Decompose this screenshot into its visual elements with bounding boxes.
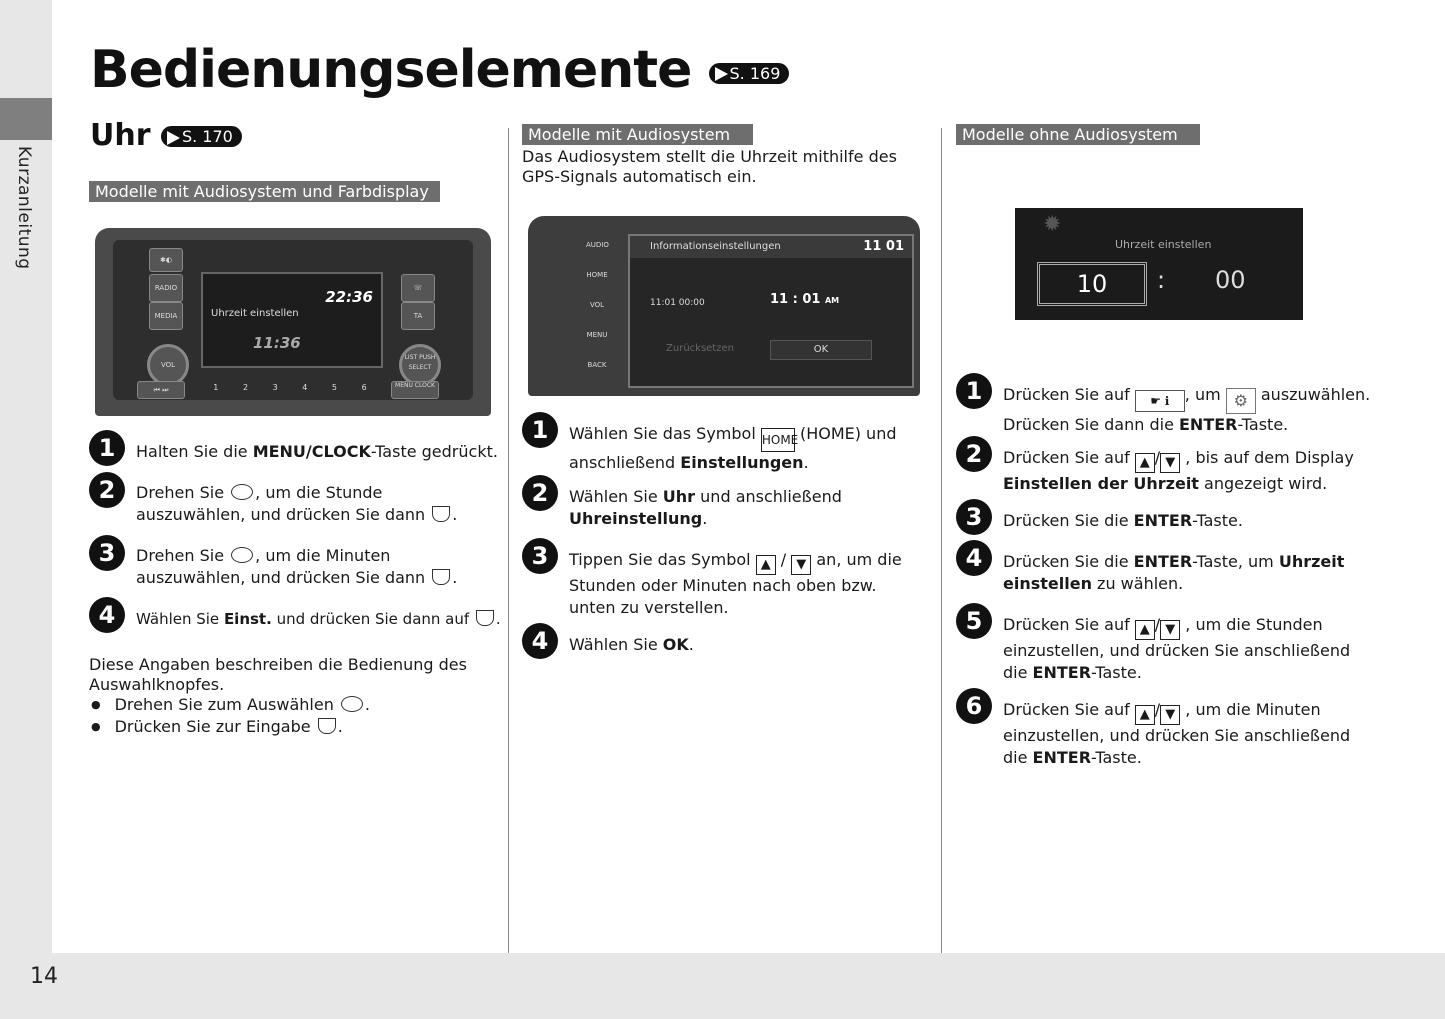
minute-field: 00 bbox=[1215, 266, 1246, 294]
step-number: 3 bbox=[89, 535, 125, 571]
touchscreen-illustration bbox=[528, 210, 920, 396]
preset-key: 2 bbox=[242, 383, 249, 392]
page-ref-label: S. 169 bbox=[729, 63, 781, 83]
step-number: 4 bbox=[956, 540, 992, 576]
preset-key: 1 bbox=[213, 383, 219, 392]
select-knob: LIST PUSH SELECT bbox=[399, 344, 441, 386]
step-text: Tippen Sie das Symbol ▲ / ▼ an, um die Stunden oder Minuten nach oben bzw. unten zu verstellen. bbox=[569, 550, 902, 617]
page-title bbox=[90, 40, 789, 100]
step-number: 3 bbox=[522, 538, 558, 574]
page-ref-link[interactable] bbox=[709, 63, 790, 84]
media-button: MEDIA bbox=[149, 302, 183, 330]
note-list bbox=[91, 694, 370, 738]
step-text: Drücken Sie auf ▲ / ▼ , bis auf dem Display Einstellen der Uhrzeit angezeigt wird. bbox=[1003, 448, 1354, 493]
knob-push-icon bbox=[476, 610, 494, 626]
step-number: 2 bbox=[89, 472, 125, 508]
down-arrow-icon: ▼ bbox=[1160, 705, 1180, 725]
step-text: Drehen Sie , um die Stunde auszuwählen, und drücken Sie dann . bbox=[136, 483, 458, 524]
step-number: 5 bbox=[956, 603, 992, 639]
step-text: Wählen Sie Uhr und anschließend Uhreinstellung. bbox=[569, 487, 842, 528]
knob-turn-icon bbox=[341, 696, 363, 712]
page-title-text: Bedienungselemente bbox=[90, 40, 692, 100]
section-side-label: Kurzanleitung bbox=[14, 146, 34, 270]
up-arrow-icon: ▲ bbox=[756, 555, 776, 575]
home-icon: HOME bbox=[761, 428, 795, 452]
step-number: 1 bbox=[89, 430, 125, 466]
down-arrow-icon: ▼ bbox=[1160, 620, 1180, 640]
knob-push-icon bbox=[432, 506, 450, 522]
vol-button: VOL bbox=[589, 301, 605, 309]
section-ref-label: S. 170 bbox=[181, 127, 233, 146]
seek-buttons: ⏮ ⏭ bbox=[137, 381, 185, 399]
step-text: Wählen Sie Einst. und drücken Sie dann auf . bbox=[136, 610, 501, 628]
model-tag: Modelle ohne Audiosystem bbox=[956, 124, 1200, 145]
down-arrow-icon: ▼ bbox=[1160, 453, 1180, 473]
step-number: 2 bbox=[956, 436, 992, 472]
gear-icon: ✹ bbox=[1043, 212, 1062, 237]
section-tab-marker bbox=[0, 98, 52, 140]
knob-turn-icon bbox=[231, 547, 253, 563]
screen-value: 11:36 bbox=[253, 334, 301, 352]
small-time: 11:01 00:00 bbox=[650, 298, 705, 308]
clock-display-illustration bbox=[1015, 208, 1303, 320]
step-text: Drücken Sie die ENTER-Taste. bbox=[1003, 511, 1243, 530]
note-text: Diese Angaben beschreiben die Bedienung des Auswahlknopfes. bbox=[89, 655, 467, 694]
display-title: Uhrzeit einstellen bbox=[1115, 238, 1212, 251]
arrow-icon bbox=[715, 67, 728, 81]
step-number: 6 bbox=[956, 688, 992, 724]
screen-time: 22:36 bbox=[325, 288, 373, 306]
step-text: Drücken Sie auf ▲ / ▼ , um die Minuten einzustellen, und drücken Sie anschließend die ENTER-Taste. bbox=[1003, 700, 1351, 767]
arrow-icon bbox=[167, 131, 180, 145]
column-divider bbox=[941, 128, 942, 953]
info-button-icon: ☛ ℹ bbox=[1135, 390, 1185, 412]
back-button: BACK bbox=[587, 361, 607, 369]
step-number: 4 bbox=[89, 597, 125, 633]
step-number: 1 bbox=[956, 373, 992, 409]
step-number: 2 bbox=[522, 475, 558, 511]
model-tag: Modelle mit Audiosystem und Farbdisplay bbox=[89, 181, 440, 202]
list-item: ● Drehen Sie zum Auswählen . bbox=[91, 694, 370, 716]
radio-screen bbox=[201, 272, 383, 368]
up-arrow-icon: ▲ bbox=[1135, 705, 1155, 725]
knob-push-icon bbox=[318, 718, 336, 734]
step-number: 1 bbox=[522, 412, 558, 448]
preset-key: 6 bbox=[361, 383, 367, 392]
footer-band bbox=[0, 953, 1445, 1019]
step-number: 3 bbox=[956, 499, 992, 535]
step-text: Wählen Sie OK. bbox=[569, 635, 694, 654]
preset-key: 4 bbox=[302, 383, 308, 392]
vol-knob: VOL bbox=[147, 344, 189, 386]
knob-turn-icon bbox=[231, 484, 253, 500]
knob-push-icon bbox=[432, 569, 450, 585]
screen-clock: 11 01 bbox=[863, 239, 904, 254]
step-text: Drücken Sie auf ▲ / ▼ , um die Stunden einzustellen, und drücken Sie anschließend die ENTER-Taste. bbox=[1003, 615, 1351, 682]
down-arrow-icon: ▼ bbox=[791, 555, 811, 575]
menu-clock-button: MENU CLOCK bbox=[391, 381, 439, 399]
section-title-text: Uhr bbox=[90, 118, 151, 153]
up-arrow-icon: ▲ bbox=[1135, 453, 1155, 473]
step-text: Halten Sie die MENU/CLOCK-Taste gedrückt. bbox=[136, 442, 498, 461]
menu-button: MENU bbox=[586, 331, 608, 339]
radio-illustration bbox=[95, 228, 491, 416]
audio-button: AUDIO bbox=[586, 241, 609, 249]
preset-key: 3 bbox=[272, 383, 278, 392]
hour-field: 10 bbox=[1037, 262, 1147, 306]
touch-screen bbox=[628, 234, 914, 388]
section-ref-link[interactable] bbox=[161, 126, 242, 147]
screen-header: Informationseinstellungen 11 01 bbox=[630, 236, 912, 258]
page-number: 14 bbox=[30, 964, 58, 989]
ta-button: TA bbox=[401, 302, 435, 330]
side-buttons bbox=[586, 230, 608, 390]
phone-button: ☏ bbox=[401, 274, 435, 302]
section-title bbox=[90, 118, 242, 153]
step-number: 4 bbox=[522, 623, 558, 659]
step-text: Wählen Sie das Symbol HOME (HOME) und anschließend Einstellungen. bbox=[569, 424, 897, 472]
intro-text: Das Audiosystem stellt die Uhrzeit mithilfe des GPS-Signals automatisch ein. bbox=[522, 147, 897, 186]
clock-settings-icon: ⚙ bbox=[1226, 388, 1256, 414]
day-night-button: ✱◐ bbox=[149, 248, 183, 272]
radio-button: RADIO bbox=[149, 274, 183, 302]
up-arrow-icon: ▲ bbox=[1135, 620, 1155, 640]
home-button: HOME bbox=[586, 271, 608, 279]
screen-label: Uhrzeit einstellen bbox=[211, 308, 299, 319]
column-divider bbox=[508, 128, 509, 953]
list-item: ● Drücken Sie zur Eingabe . bbox=[91, 716, 370, 738]
set-time: 11 : 01 AM bbox=[770, 292, 840, 307]
preset-key: 5 bbox=[331, 383, 337, 392]
reset-button: Zurücksetzen bbox=[666, 343, 734, 354]
step-text: Drehen Sie , um die Minuten auszuwählen, und drücken Sie dann . bbox=[136, 546, 458, 587]
step-text: Drücken Sie auf ☛ ℹ , um ⚙ auszuwählen. Drücken Sie dann die ENTER-Taste. bbox=[1003, 385, 1371, 434]
model-tag: Modelle mit Audiosystem bbox=[522, 124, 753, 145]
time-colon: : bbox=[1157, 266, 1166, 294]
preset-keys bbox=[201, 383, 379, 397]
ok-button: OK bbox=[770, 340, 872, 360]
step-text: Drücken Sie die ENTER-Taste, um Uhrzeit einstellen zu wählen. bbox=[1003, 552, 1345, 593]
